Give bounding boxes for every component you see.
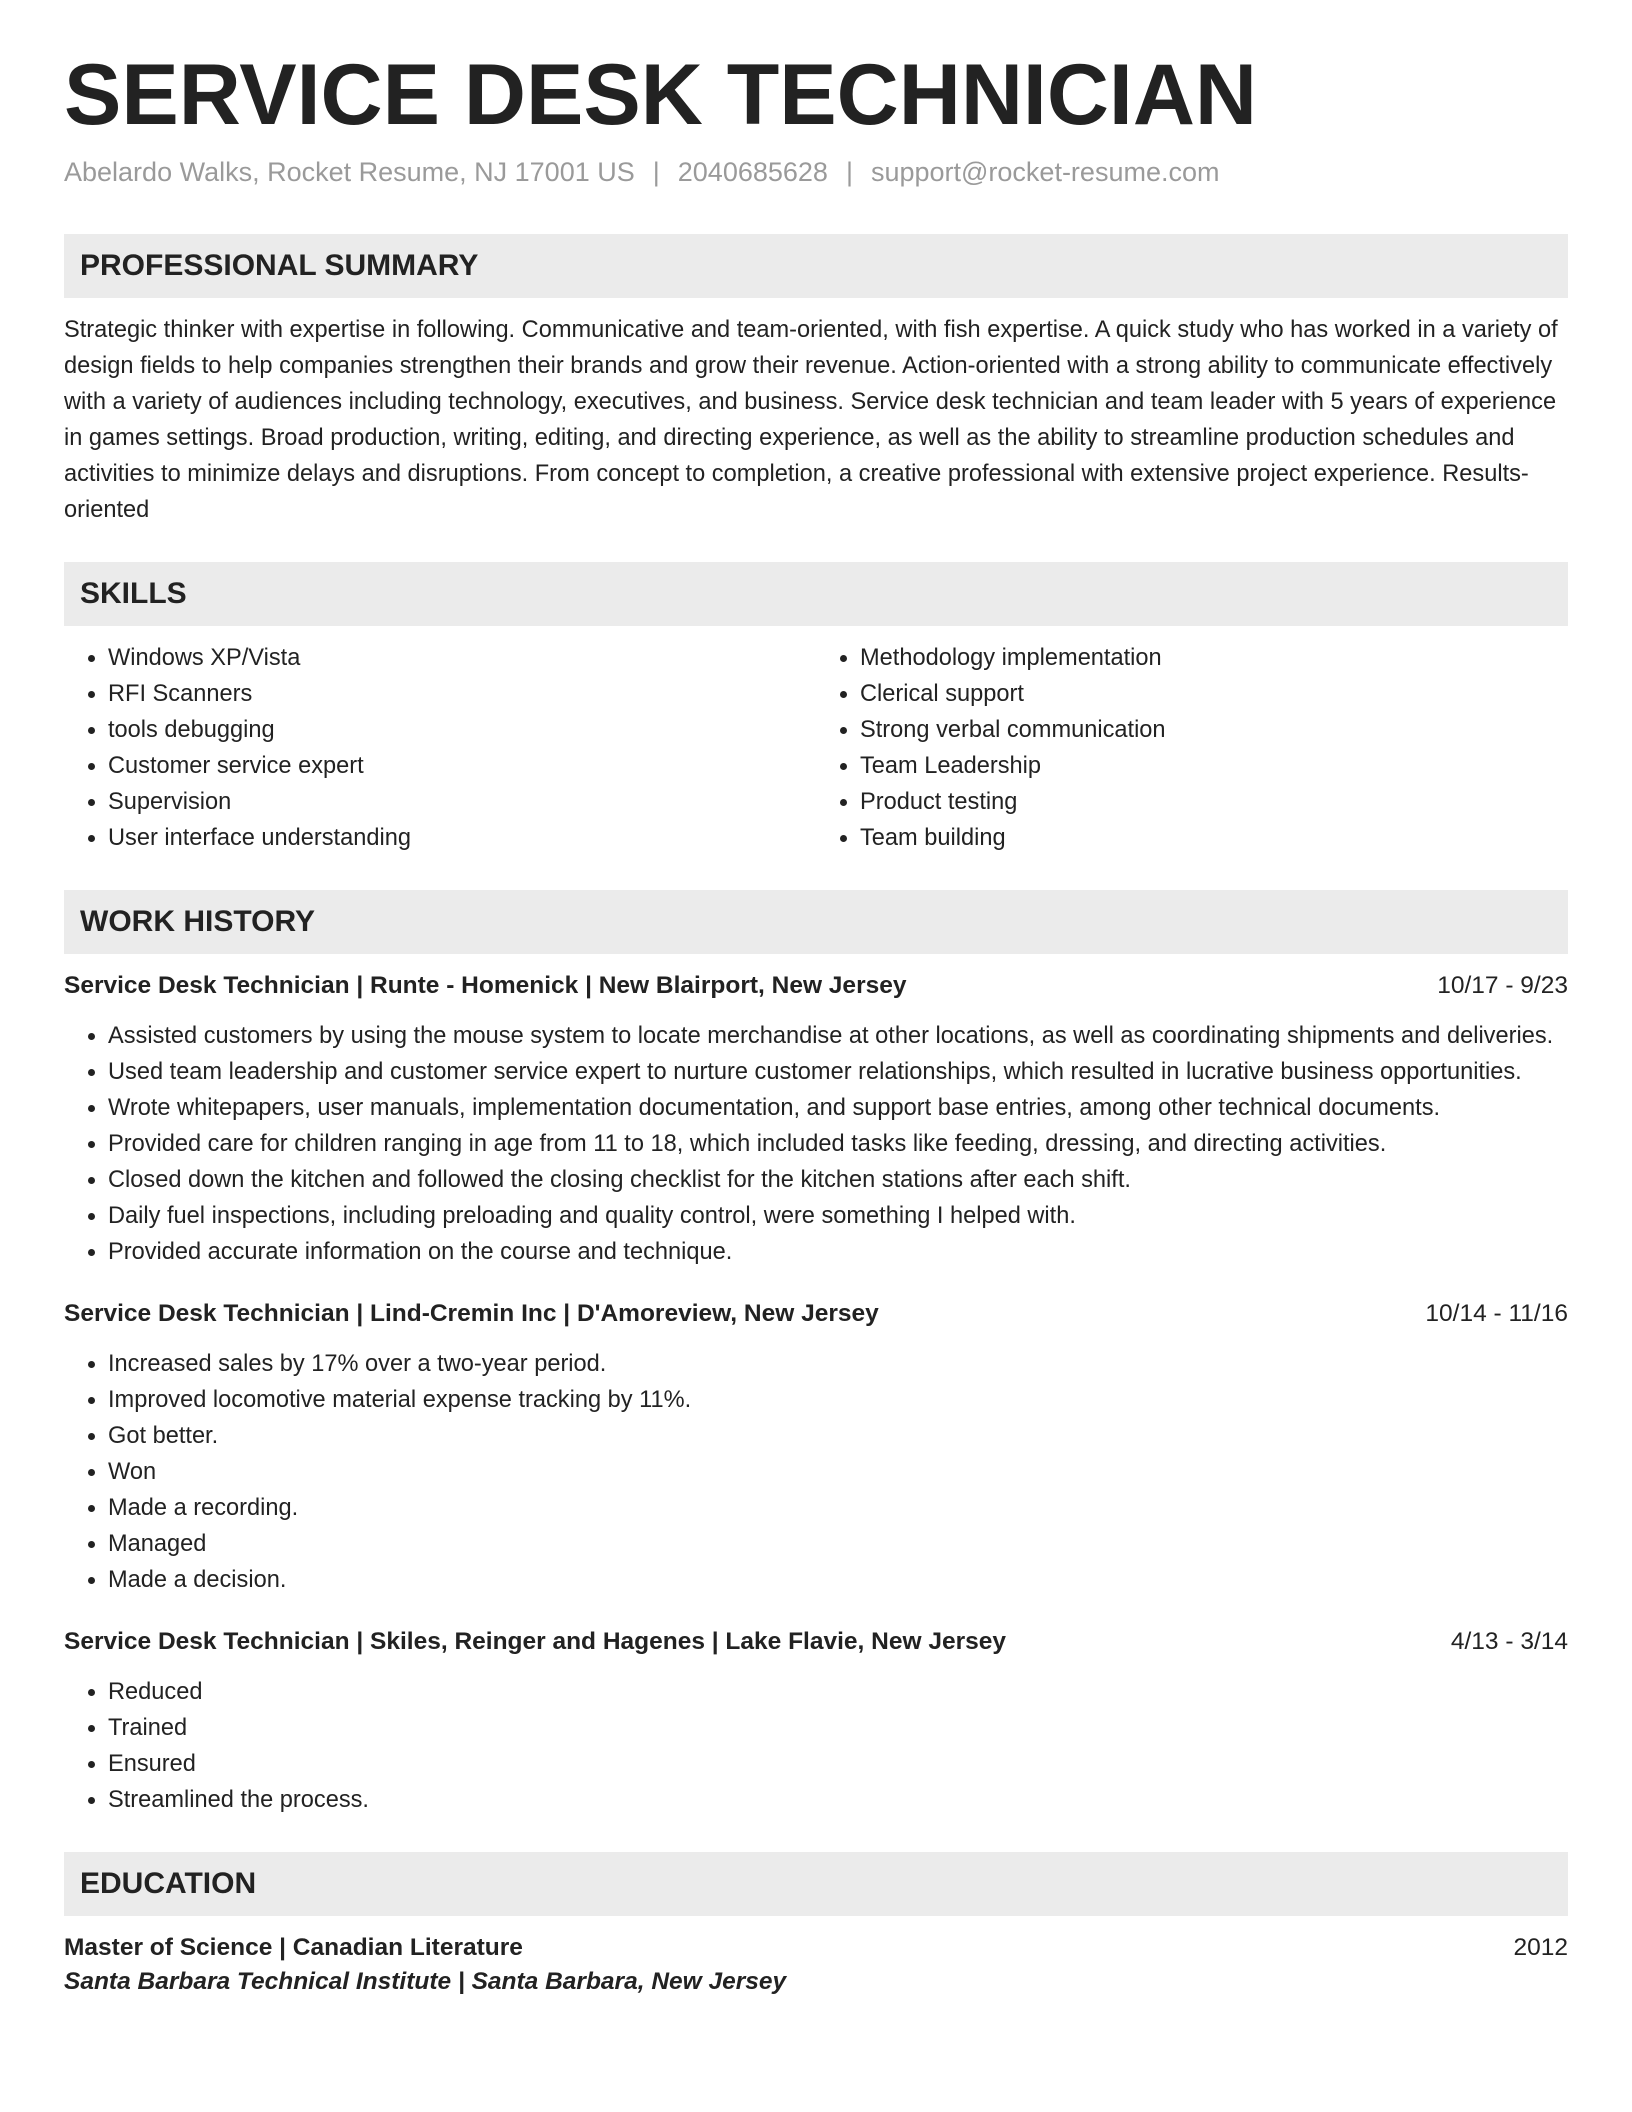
job-bullet: • Increased sales by 17% over a two-year period. (108, 1346, 1568, 1382)
skill-item: • Strong verbal communication (860, 712, 1568, 748)
contact-separator: | (652, 156, 660, 187)
job-bullet: • Made a decision. (108, 1562, 1568, 1598)
job-title: Service Desk Technician | Lind-Cremin Inc | D'Amoreview, New Jersey (64, 1299, 879, 1327)
job-bullet: • Got better. (108, 1418, 1568, 1454)
job-bullet: • Closed down the kitchen and followed the closing checklist for the kitchen stations after each shift. (108, 1162, 1568, 1198)
contact-email: support@rocket-resume.com (870, 156, 1220, 187)
job-bullet: • Daily fuel inspections, including preloading and quality control, were something I helped with. (108, 1198, 1568, 1234)
job-bullet: • Trained (108, 1710, 1568, 1746)
job-bullet: • Ensured (108, 1746, 1568, 1782)
job-bullet: • Provided accurate information on the course and technique. (108, 1234, 1568, 1270)
skills-column-right (816, 640, 1568, 856)
job-bullets (64, 1018, 1568, 1270)
contact-phone: 2040685628 (677, 156, 828, 187)
job-bullets (64, 1346, 1568, 1598)
skill-item: • Methodology implementation (860, 640, 1568, 676)
education-entry (64, 1934, 1568, 1962)
skills-column-left (64, 640, 816, 856)
skill-item: • Windows XP/Vista (108, 640, 816, 676)
skill-item: • User interface understanding (108, 820, 816, 856)
job-entry (64, 972, 1568, 1270)
job-bullet: • Streamlined the process. (108, 1782, 1568, 1818)
skill-item: • Clerical support (860, 676, 1568, 712)
job-bullet: • Used team leadership and customer service expert to nurture customer relationships, which resulted in lucrative business opportunities. (108, 1054, 1568, 1090)
contact-line (64, 157, 1568, 188)
job-title: Service Desk Technician | Runte - Homenick | New Blairport, New Jersey (64, 971, 907, 999)
job-bullet: • Wrote whitepapers, user manuals, implementation documentation, and support base entries, among other technical documents. (108, 1090, 1568, 1126)
education-school: Santa Barbara Technical Institute | Santa Barbara, New Jersey (64, 1967, 787, 1995)
skill-item: • Customer service expert (108, 748, 816, 784)
job-title: Service Desk Technician | Skiles, Reinger and Hagenes | Lake Flavie, New Jersey (64, 1627, 1006, 1655)
job-bullet: • Made a recording. (108, 1490, 1568, 1526)
job-entry (64, 1300, 1568, 1598)
job-dates: 4/13 - 3/14 (1450, 1627, 1568, 1655)
education-heading: EDUCATION (64, 1852, 1568, 1916)
job-bullet: • Reduced (108, 1674, 1568, 1710)
skill-item: • tools debugging (108, 712, 816, 748)
education-degree: Master of Science | Canadian Literature (64, 1933, 523, 1961)
job-dates: 10/17 - 9/23 (1437, 971, 1568, 999)
skill-item: • Product testing (860, 784, 1568, 820)
job-bullet: • Provided care for children ranging in age from 11 to 18, which included tasks like feeding, dressing, and directing activities. (108, 1126, 1568, 1162)
summary-heading: PROFESSIONAL SUMMARY (64, 234, 1568, 298)
job-entry (64, 1628, 1568, 1818)
skill-item: • Supervision (108, 784, 816, 820)
skills-list (64, 640, 1568, 856)
skill-item: • Team Leadership (860, 748, 1568, 784)
skill-item: • RFI Scanners (108, 676, 816, 712)
contact-address: Abelardo Walks, Rocket Resume, NJ 17001 US (64, 156, 635, 187)
job-dates: 10/14 - 11/16 (1425, 1299, 1568, 1327)
contact-separator: | (845, 156, 853, 187)
skill-item: • Team building (860, 820, 1568, 856)
job-bullet: • Managed (108, 1526, 1568, 1562)
job-bullets (64, 1674, 1568, 1818)
skills-heading: SKILLS (64, 562, 1568, 626)
summary-text: Strategic thinker with expertise in following. Communicative and team-oriented, with fish expertise. A quick study who has worked in a variety of design fields to help companies strengthen their brands and grow their revenue. Action-oriented with a strong ability to communicate effectively with a variety of audiences including technology, executives, and business. Service desk technician and team leader with 5 years of experience in games settings. Broad production, writing, editing, and directing experience, as well as the ability to streamline production schedules and activities to minimize delays and disruptions. From concept to completion, a creative professional with extensive project experience. Results-oriented (64, 316, 1558, 523)
resume-title: SERVICE DESK TECHNICIAN (64, 47, 1258, 143)
education-year: 2012 (1513, 1933, 1568, 1961)
work-history-heading: WORK HISTORY (64, 890, 1568, 954)
job-bullet: • Improved locomotive material expense tracking by 11%. (108, 1382, 1568, 1418)
job-bullet: • Won (108, 1454, 1568, 1490)
job-bullet: • Assisted customers by using the mouse system to locate merchandise at other locations, as well as coordinating shipments and deliveries. (108, 1018, 1568, 1054)
